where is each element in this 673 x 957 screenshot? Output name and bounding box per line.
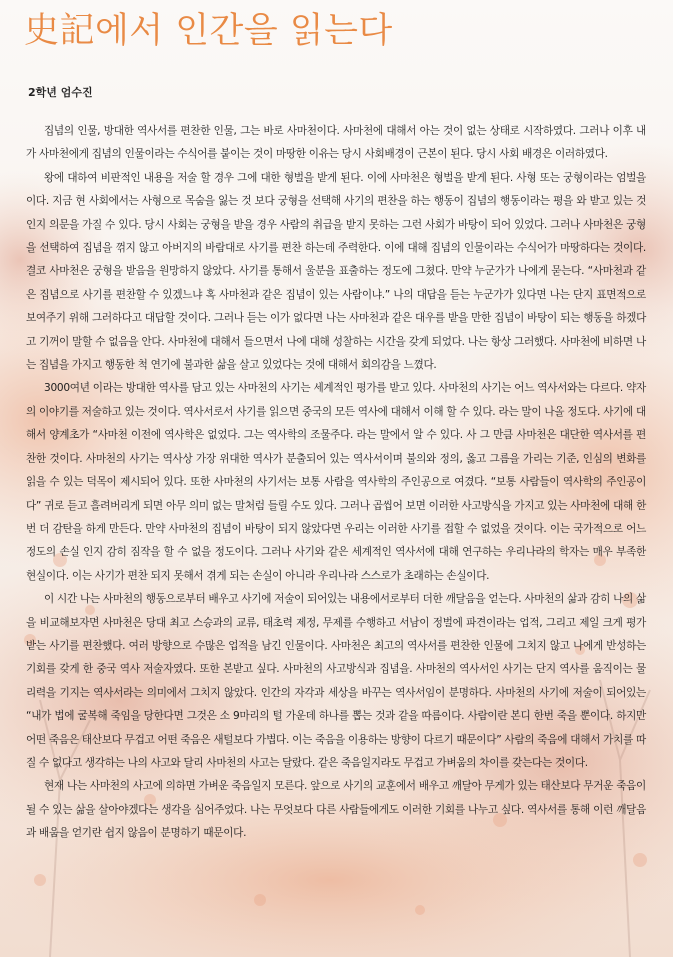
- paragraph-1: 집념의 인물, 방대한 역사서를 편찬한 인물, 그는 바로 사마천이다. 사마천에 대해서 아는 것이 없는 상태로 시작하였다. 그러나 이후 내가 사마천에게 집념의 인물이라는 수식어를 붙이는 것이 마땅한 이유는 당시 사회배경이 근본이 된다. 당시 사회 배경은 이러하였다.: [26, 125, 646, 161]
- paragraph-4: 이 시간 나는 사마천의 행동으로부터 배우고 사기에 저술이 되어있는 내용에서로부터 더한 깨달음을 얻는다. 사마천의 삶과 감히 나의 삶을 비교해보자면 사마천은 당대 최고 스승과의 교류, 태초력 제정, 무제를 수행하고 서남이 정벌에 파견이라는 업적, 그리고 제일 크게 평가 받는 사기를 편찬했다. 여러 방향으로 수많은 업적을 남긴 인물이다. 사마천은 최고의 역사서를 편찬한 인물에 그치지 않고 나에게 반성하는 기회를 갖게 한 중국 역사 저술자였다. 또한 본받고 싶다. 사마천의 사고방식과 집념을. 사마천의 역사서인 사기는 단지 역사를 움직이는 물리력을 기지는 역사서라는 의미에서 그치지 않았다. 인간의 자각과 세상을 바꾸는 역사서임이 분명하다. 사마천의 사기에 저술이 되어있는 “내가 법에 굴복해 죽임을 당한다면 그것은 소 9마리의 털 가운데 하나를 뽑는 것과 같을 따름이다. 사람이란 본디 한번 죽을 뿐이다. 하지만 어떤 죽음은 태산보다 무겁고 어떤 죽음은 새털보다 가볍다. 이는 죽음을 이용하는 방향이 다르기 때문이다” 사람의 죽음에 대해서 가치를 따질 수 없다고 생각하는 나의 사고와 달리 사마천의 사고는 달랐다. 같은 죽음일지라도 무겁고 가벼움의 차이를 갖는다는 것이다.: [26, 593, 646, 769]
- paragraph-2: 왕에 대하여 비판적인 내용을 저술 할 경우 그에 대한 형벌을 받게 된다. 이에 사마천은 형벌을 받게 된다. 사형 또는 궁형이라는 엄벌을 이다. 지금 현 사회에서는 사형으로 목숨을 잃는 것 보다 궁형을 선택해 사기의 편찬을 하는 행동이 집념의 행동이라는 평을 와 받고 있는 것인지 의문을 가질 수 있다. 당시 사회는 궁형을 받을 경우 사람의 취급을 받지 못하는 그런 사회가 바탕이 되어 있었다. 그러나 사마천은 궁형을 선택하여 집념을 꺾지 않고 아버지의 바람대로 사기를 편찬 하는데 주력한다. 이에 대해 집념의 인물이라는 수식어가 마땅하다는 것이다. 결코 사마천은 궁형을 받음을 원망하지 않았다. 사기를 통해서 울분을 표출하는 정도에 그쳤다. 만약 누군가가 나에게 묻는다. “사마천과 같은 집념으로 사기를 편찬할 수 있겠느냐 혹 사마천과 같은 집념이 있는 사람이냐.” 나의 대답을 듣는 누군가가 있다면 나는 단지 표면적으로 보여주기 위해 그러하다고 대답할 것이다. 그러나 듣는 이가 없다면 나는 사마천과 같은 대우를 받을 만한 집념이 바탕이 되는 행동을 하겠다고 기꺼이 말할 수 없음을 안다. 사마천에 대해서 들으면서 나에 대해 성찰하는 시간을 갖게 되었다. 나는 항상 그러했다. 사마천에 비하면 나는 집념을 가지고 행동한 척 연기에 불과한 삶을 살고 있었다는 것에 대해서 회의감을 느꼈다.: [26, 171, 646, 372]
- paragraph-3: 3000여년 이라는 방대한 역사를 담고 있는 사마천의 사기는 세계적인 평가를 받고 있다. 사마천의 사기는 어느 역사서와는 다르다. 약자의 이야기를 저술하고 있는 것이다. 역사서로서 사기를 읽으면 중국의 모든 역사에 대해서 이해 할 수 있다. 라는 말이 나올 정도다. 사기에 대해서 양계초가 “사마천 이전에 역사학은 없었다. 그는 역사학의 조물주다. 라는 말에서 알 수 있다. 사 그 만큼 사마천은 대단한 역사서를 편찬한 것이다. 사마천의 사기는 역사상 가장 위대한 역사가 분출되어 있는 역사서이며 불의와 정의, 옳고 그름을 가리는 기준, 인심의 변화를 읽을 수 있는 덕목이 제시되어 있다. 또한 사마천의 사기서는 보통 사람을 역사학의 주인공으로 여겼다. “보통 사람들이 역사학의 주인공이다” 귀로 듣고 흘려버리게 되면 아무 의미 없는 말처럼 들릴 수도 있다. 그러나 곱씹어 보면 이러한 사고방식을 가지고 있는 사마천에 대해 한 번 더 감탄을 하게 만든다. 만약 사마천의 집념이 바탕이 되지 않았다면 우리는 이러한 사기를 접할 수 없었을 것이다. 이는 국가적으로 어느 정도의 손실 인지 감히 짐작을 할 수 없을 정도이다. 그러나 사기와 같은 세계적인 역사서에 대해 연구하는 우리나라의 학자는 매우 부족한 현실이다. 이는 사기가 편찬 되지 못해서 겪게 되는 손실이 아니라 우리나라 스스로가 초래하는 손실이다.: [26, 382, 646, 582]
- essay-body: [26, 120, 646, 846]
- essay-title: 史記에서 인간을 읽는다: [24, 11, 393, 51]
- paragraph-5: 현재 나는 사마천의 사고에 의하면 가벼운 죽음일지 모른다. 앞으로 사기의 교훈에서 배우고 깨달아 무게가 있는 태산보다 무거운 죽음이 될 수 있는 삶을 살아야겠다는 생각을 심어주었다. 나는 무엇보다 다른 사람들에게도 이러한 기회를 나누고 싶다. 역사서를 통해 이런 깨달음과 배움을 얻기란 쉽지 않음이 분명하기 때문이다.: [26, 780, 646, 840]
- author-line: 2학년 엄수진: [28, 86, 93, 99]
